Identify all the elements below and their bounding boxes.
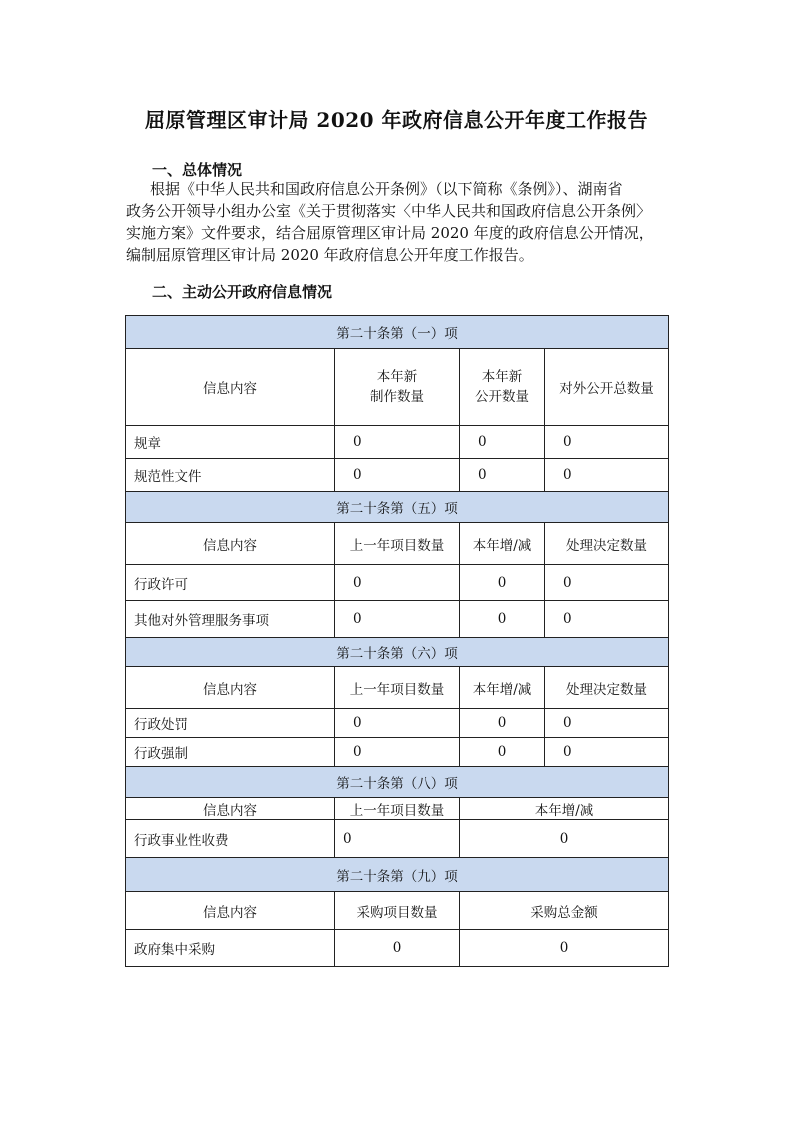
paragraph-line: 政务公开领导小组办公室《关于贯彻落实〈中华人民共和国政府信息公开条例〉 — [126, 202, 652, 220]
table-row — [126, 459, 669, 492]
table-header-row — [126, 523, 669, 565]
column-header: 采购总金额 — [460, 892, 669, 930]
header-line: 本年新 — [481, 369, 523, 385]
row-label: 行政强制 — [126, 738, 335, 767]
cell-value: 0 — [545, 738, 669, 767]
cell-value: 0 — [335, 601, 460, 638]
cell-value: 0 — [335, 426, 460, 459]
column-header: 上一年项目数量 — [335, 523, 460, 565]
disclosure-table — [125, 315, 669, 967]
column-header — [460, 349, 545, 426]
cell-value: 0 — [460, 601, 545, 638]
cell-value: 0 — [545, 565, 669, 601]
paragraph-line: 实施方案》文件要求，结合屈原管理区审计局 2020 年度的政府信息公开情况， — [126, 224, 654, 242]
column-header: 处理决定数量 — [545, 667, 669, 709]
table-row — [126, 709, 669, 738]
column-header: 本年增/减 — [460, 667, 545, 709]
column-header: 采购项目数量 — [335, 892, 460, 930]
table-row — [126, 601, 669, 638]
column-header: 上一年项目数量 — [335, 667, 460, 709]
section-title: 第二十条第（六）项 — [126, 638, 669, 667]
row-label: 规章 — [126, 426, 335, 459]
table-row — [126, 820, 669, 858]
section-title: 第二十条第（九）项 — [126, 858, 669, 892]
cell-value: 0 — [460, 738, 545, 767]
table-header-row — [126, 667, 669, 709]
cell-value: 0 — [545, 459, 669, 492]
cell-value: 0 — [460, 820, 669, 858]
table-row — [126, 565, 669, 601]
cell-value: 0 — [335, 565, 460, 601]
header-line: 制作数量 — [370, 389, 424, 405]
cell-value: 0 — [460, 709, 545, 738]
column-header: 信息内容 — [126, 892, 335, 930]
table-header-row — [126, 349, 669, 426]
column-header: 信息内容 — [126, 798, 335, 820]
cell-value: 0 — [460, 459, 545, 492]
report-title: 屈原管理区审计局 2020 年政府信息公开年度工作报告 — [144, 108, 649, 132]
cell-value: 0 — [460, 565, 545, 601]
cell-value: 0 — [335, 820, 460, 858]
table-row — [126, 426, 669, 459]
section-header-row — [126, 858, 669, 892]
section-title: 第二十条第（八）项 — [126, 767, 669, 798]
section-header-row — [126, 492, 669, 523]
column-header: 上一年项目数量 — [335, 798, 460, 820]
cell-value: 0 — [335, 709, 460, 738]
paragraph-line: 根据《中华人民共和国政府信息公开条例》（以下简称《条例》）、湖南省 — [150, 180, 623, 198]
section-title: 第二十条第（五）项 — [126, 492, 669, 523]
cell-value: 0 — [545, 426, 669, 459]
section-title: 第二十条第（一）项 — [126, 316, 669, 349]
row-label: 行政事业性收费 — [126, 820, 335, 858]
cell-value: 0 — [545, 601, 669, 638]
cell-value: 0 — [335, 930, 460, 967]
overview-paragraph — [126, 178, 666, 266]
section-heading-disclosure: 二、主动公开政府信息情况 — [152, 283, 333, 301]
row-label: 其他对外管理服务事项 — [126, 601, 335, 638]
row-label: 规范性文件 — [126, 459, 335, 492]
section-header-row — [126, 638, 669, 667]
table-row — [126, 738, 669, 767]
table-header-row — [126, 892, 669, 930]
cell-value: 0 — [335, 738, 460, 767]
column-header: 对外公开总数量 — [545, 349, 669, 426]
column-header: 处理决定数量 — [545, 523, 669, 565]
header-line: 本年新 — [376, 369, 418, 385]
table-header-row — [126, 798, 669, 820]
row-label: 行政许可 — [126, 565, 335, 601]
section-header-row — [126, 767, 669, 798]
section-heading-overview: 一、总体情况 — [152, 161, 243, 179]
column-header: 信息内容 — [126, 349, 335, 426]
row-label: 政府集中采购 — [126, 930, 335, 967]
row-label: 行政处罚 — [126, 709, 335, 738]
column-header: 信息内容 — [126, 523, 335, 565]
column-header — [335, 349, 460, 426]
column-header: 本年增/减 — [460, 523, 545, 565]
table-row — [126, 930, 669, 967]
paragraph-line: 编制屈原管理区审计局 2020 年政府信息公开年度工作报告。 — [126, 246, 534, 264]
column-header: 本年增/减 — [460, 798, 669, 820]
cell-value: 0 — [460, 426, 545, 459]
cell-value: 0 — [460, 930, 669, 967]
cell-value: 0 — [545, 709, 669, 738]
cell-value: 0 — [335, 459, 460, 492]
section-header-row — [126, 316, 669, 349]
column-header: 信息内容 — [126, 667, 335, 709]
header-line: 公开数量 — [475, 389, 529, 405]
